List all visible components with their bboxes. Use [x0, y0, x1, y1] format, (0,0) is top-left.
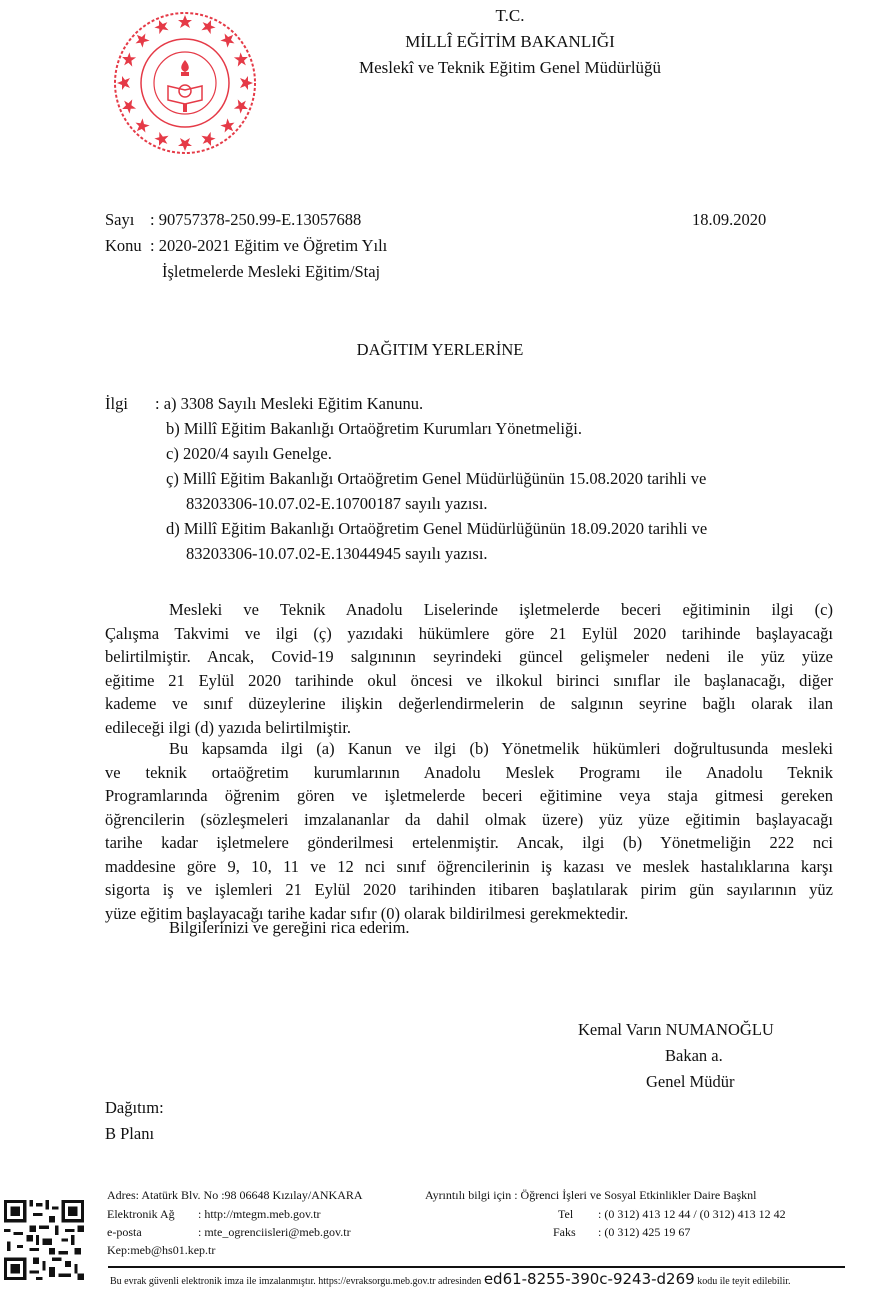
footer-divider	[108, 1266, 845, 1268]
signer-title-1: Bakan a.	[665, 1046, 723, 1065]
p2-line: Programlarında öğrenim gören ve işletmelerde beceri eğitimine veya staja gitmesi gereken	[105, 786, 833, 805]
body-paragraph-2	[105, 737, 833, 925]
ilgi-item-b: b) Millî Eğitim Bakanlığı Ortaöğretim Kurumları Yönetmeliği.	[166, 419, 582, 438]
footer-web-label: Elektronik Ağ	[107, 1207, 175, 1221]
p1-line: Çalışma Takvimi ve ilgi (ç) yazıdaki hükümlere göre 21 Eylül 2020 tarihinde başlayacağı	[105, 623, 833, 643]
p2-line: maddesine göre 9, 10, 11 ve 12 nci sınıf öğrencilerinin iş kazası ve meslek hastalıklarına karşı	[105, 856, 833, 876]
p2-line: ve teknik ortaöğretim kurumlarının Anadolu Meslek Programı ile Anadolu Teknik	[105, 762, 833, 782]
footer-info: Ayrıntılı bilgi için : Öğrenci İşleri ve Sosyal Etkinlikler Daire Başknl	[425, 1188, 757, 1202]
footer-email-label: e-posta	[107, 1225, 142, 1239]
footer-web-link[interactable]: : http://mtegm.meb.gov.tr	[198, 1207, 321, 1221]
konu-label: Konu	[105, 236, 142, 255]
ilgi-item-c: c) 2020/4 sayılı Genelge.	[166, 444, 332, 463]
ilgi-item-d: d) Millî Eğitim Bakanlığı Ortaöğretim Genel Müdürlüğünün 18.09.2020 tarihli ve	[166, 519, 708, 538]
qr-code-icon	[4, 1200, 84, 1280]
sayi-value: : 90757378-250.99-E.13057688	[150, 210, 362, 229]
body-paragraph-1	[105, 598, 833, 739]
ilgi-item-cc: ç) Millî Eğitim Bakanlığı Ortaöğretim Genel Müdürlüğünün 15.08.2020 tarihli ve	[166, 469, 707, 488]
ilgi-item-a: : a) 3308 Sayılı Mesleki Eğitim Kanunu.	[155, 394, 424, 413]
verify-prefix: Bu evrak güvenli elektronik imza ile imzalanmıştır. https://evraksorgu.meb.gov.tr adresinden	[110, 1276, 482, 1287]
ilgi-item-d-cont: 83203306-10.07.02-E.13044945 sayılı yazısı.	[186, 544, 488, 563]
distribution-label: Dağıtım:	[105, 1098, 164, 1117]
document-date: 18.09.2020	[692, 210, 767, 229]
body-paragraph-3: Bilgilerinizi ve gereğini rica ederim.	[169, 918, 410, 937]
header-ministry: MİLLÎ EĞİTİM BAKANLIĞI	[405, 32, 615, 51]
footer-fax-label: Faks	[553, 1225, 576, 1239]
signer-name: Kemal Varın NUMANOĞLU	[578, 1020, 774, 1039]
verify-line	[110, 1270, 791, 1291]
header-tc: T.C.	[495, 6, 525, 25]
footer-tel-value: : (0 312) 413 12 44 / (0 312) 413 12 42	[598, 1207, 786, 1221]
p1-line: edileceği ilgi (d) yazıda belirtilmiştir.	[105, 717, 352, 737]
p2-line: öğrencilerin (sözleşmeleri imzalananlar da dahil olmak üzere) yüz yüze eğitimin başlayacağı	[105, 809, 833, 829]
konu-value-1: : 2020-2021 Eğitim ve Öğretim Yılı	[150, 236, 388, 255]
p1-line: eğitime 21 Eylül 2020 tarihinde okul öncesi ve ilkokul birinci sınıflar ile başlanacağı, diğer	[105, 670, 833, 690]
footer-tel-label: Tel	[558, 1207, 574, 1221]
p2-line: yüze eğitim başlayacağı tarihe kadar sıfır (0) olarak bildirilmesi gerekmektedir.	[105, 903, 629, 923]
ilgi-item-cc-cont: 83203306-10.07.02-E.10700187 sayılı yazısı.	[186, 494, 488, 513]
sayi-label: Sayı	[105, 210, 135, 229]
p2-line: tarihe kadar işletmelere gönderilmesi ertelenmiştir. Ancak, ilgi (b) Yönetmeliğin 222 nci	[105, 833, 833, 852]
p2-line: Bu kapsamda ilgi (a) Kanun ve ilgi (b) Yönetmelik hükümleri doğrultusunda mesleki	[169, 739, 833, 758]
signer-title-2: Genel Müdür	[646, 1072, 735, 1091]
verify-code: ed61-8255-390c-9243-d269	[483, 1270, 695, 1288]
p1-line: kademe ve sınıf düzeylerine ilişkin değerlendirmelerin de salgının seyrine bağlı olarak ilan	[105, 694, 833, 713]
distribution-value: B Planı	[105, 1124, 155, 1143]
p1-line: belirtilmiştir. Ancak, Covid-19 salgınının seyrindeki güncel gelişmeler nedeni ile yüz yüze	[105, 647, 833, 666]
header-directorate: Meslekî ve Teknik Eğitim Genel Müdürlüğü	[358, 58, 662, 77]
p2-line: sigorta iş ve işlemleri 21 Eylül 2020 tarihinden itibaren başlatılarak pirim gün sayılarının yüz	[105, 880, 833, 899]
ilgi-label: İlgi	[105, 394, 128, 413]
footer-kep: Kep:meb@hs01.kep.tr	[107, 1243, 216, 1257]
konu-value-2: İşletmelerde Mesleki Eğitim/Staj	[162, 262, 381, 281]
footer-fax-value: : (0 312) 425 19 67	[598, 1225, 691, 1239]
footer-address: Adres: Atatürk Blv. No :98 06648 Kızılay/ANKARA	[107, 1188, 363, 1202]
meb-seal-icon	[110, 8, 260, 158]
footer-email-link[interactable]: : mte_ogrenciisleri@meb.gov.tr	[198, 1225, 351, 1239]
verify-suffix: kodu ile teyit edilebilir.	[697, 1276, 791, 1287]
p1-line: Mesleki ve Teknik Anadolu Liselerinde işletmelerde beceri eğitiminin ilgi (c)	[169, 600, 833, 619]
recipient: DAĞITIM YERLERİNE	[356, 340, 524, 359]
